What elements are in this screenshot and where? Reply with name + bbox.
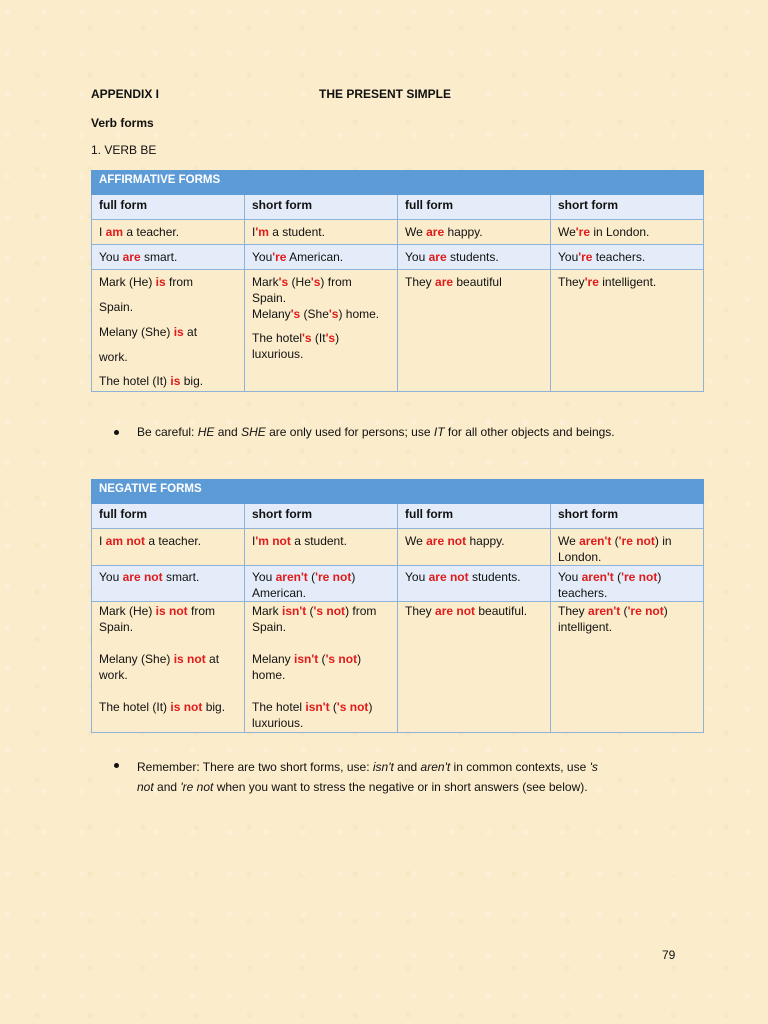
column-header: short form bbox=[551, 195, 704, 220]
table-row bbox=[92, 245, 704, 270]
table-cell: Mark's (He's) from Spain. Melany's (She's) home. The hotel's (It's) luxurious. bbox=[245, 270, 398, 392]
table-cell: I'm not a student. bbox=[245, 529, 398, 566]
table-cell: We aren't ('re not) in London. bbox=[551, 529, 704, 566]
column-header: short form bbox=[245, 195, 398, 220]
table-cell: You're American. bbox=[245, 245, 398, 270]
appendix-label: APPENDIX I bbox=[91, 87, 160, 101]
table-cell: We're in London. bbox=[551, 220, 704, 245]
table-row bbox=[92, 529, 704, 566]
table-cell: I am a teacher. bbox=[92, 220, 245, 245]
table-cell: You are smart. bbox=[92, 245, 245, 270]
table-cell: They aren't ('re not) intelligent. bbox=[551, 602, 704, 733]
negative-table bbox=[91, 479, 704, 733]
column-header: full form bbox=[398, 504, 551, 529]
column-header: short form bbox=[245, 504, 398, 529]
column-header: full form bbox=[398, 195, 551, 220]
table-cell: Mark isn't ('s not) from Spain. Melany isn't ('s not) home. The hotel isn't ('s not) luxurious. bbox=[245, 602, 398, 733]
table-cell: You are not students. bbox=[398, 566, 551, 602]
column-header: full form bbox=[92, 504, 245, 529]
table-cell: They're intelligent. bbox=[551, 270, 704, 392]
note-remember: Remember: There are two short forms, use: isn't and aren't in common contexts, use 's not and 're not when you want to stress the negative or in short answers (see below). bbox=[137, 760, 598, 794]
table-cell: Mark (He) is not from Spain. Melany (She) is not at work. The hotel (It) is not big. bbox=[92, 602, 245, 733]
page-title: THE PRESENT SIMPLE bbox=[319, 87, 452, 101]
affirmative-caption: AFFIRMATIVE FORMS bbox=[92, 171, 704, 195]
table-cell: They are not beautiful. bbox=[398, 602, 551, 733]
subsection-heading: 1. VERB BE bbox=[91, 143, 157, 157]
table-cell: You aren't ('re not) teachers. bbox=[551, 566, 704, 602]
table-row bbox=[92, 602, 704, 733]
table-cell: Mark (He) is from Spain. Melany (She) is at work. The hotel (It) is big. bbox=[92, 270, 245, 392]
table-cell: You aren't ('re not) American. bbox=[245, 566, 398, 602]
table-cell: We are not happy. bbox=[398, 529, 551, 566]
affirmative-table bbox=[91, 170, 704, 392]
table-cell: I am not a teacher. bbox=[92, 529, 245, 566]
negative-caption: NEGATIVE FORMS bbox=[92, 480, 704, 504]
bullet-icon bbox=[114, 759, 122, 767]
column-header: full form bbox=[92, 195, 245, 220]
table-row bbox=[92, 566, 704, 602]
table-cell: We are happy. bbox=[398, 220, 551, 245]
bullet-icon bbox=[114, 426, 122, 434]
section-heading: Verb forms bbox=[91, 116, 154, 130]
table-row bbox=[92, 220, 704, 245]
table-cell: You're teachers. bbox=[551, 245, 704, 270]
note-careful: Be careful: HE and SHE are only used for persons; use IT for all other objects and beings. bbox=[137, 425, 615, 439]
table-row bbox=[92, 270, 704, 392]
table-cell: You are not smart. bbox=[92, 566, 245, 602]
column-header: short form bbox=[551, 504, 704, 529]
table-cell: I'm a student. bbox=[245, 220, 398, 245]
table-cell: They are beautiful bbox=[398, 270, 551, 392]
page-number: 79 bbox=[662, 948, 676, 962]
table-cell: You are students. bbox=[398, 245, 551, 270]
